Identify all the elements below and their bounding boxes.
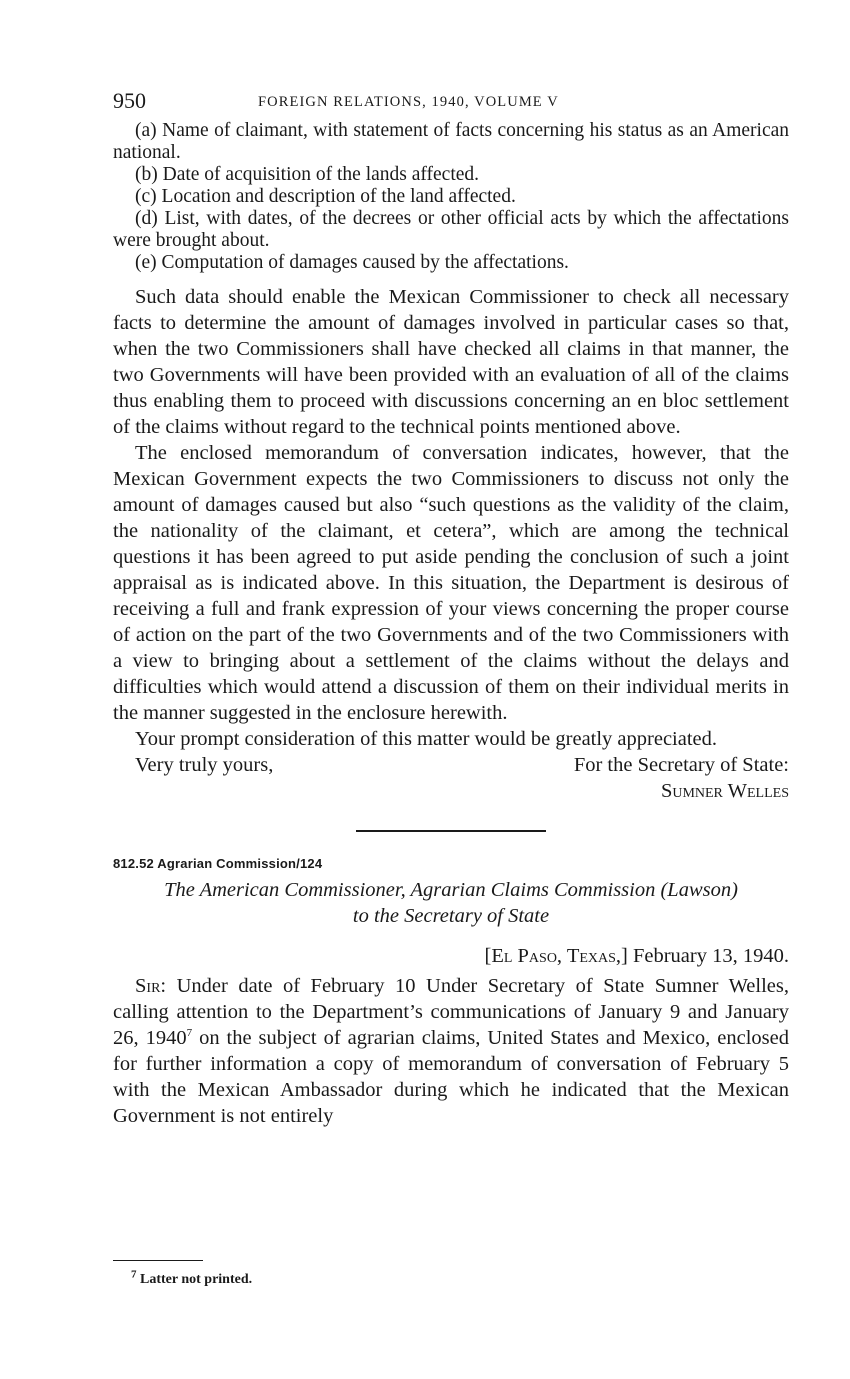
document-title: The American Commissioner, Agrarian Claims Commission (Lawson) to the Secretary of State — [164, 878, 738, 927]
running-title: FOREIGN RELATIONS, 1940, VOLUME V — [258, 94, 559, 110]
footnote — [131, 1268, 253, 1288]
footnote-mark: 7 — [131, 1268, 137, 1281]
paragraph: Sir: Under date of February 10 Under Secretary of State Sumner Welles, calling attention to the Department’s communications of January 9 and January 26, 1940$^7$ on the subject of agrarian claims, United States and Mexico, enclosed for further information a copy of memorandum of conversation of February 5 with the Mexican Ambassador during which he indicated that the Mexican Government is not entirely — [113, 974, 789, 1127]
requirements-list — [113, 120, 789, 274]
complimentary-close: Very truly yours, — [135, 754, 274, 776]
footnote-reference: 7 — [186, 1026, 193, 1039]
paragraph: The enclosed memorandum of conversation indicates, however, that the Mexican Government expects the two Commissioners to discuss not only the amount of damages caused but also “such questions as the validity of the claim, the nationality of the claimant, et cetera”, which are among the technical questions it has been agreed to put aside pending the conclusion of such a joint appraisal as is indicated above. In this situation, the Department is desirous of receiving a full and frank expression of your views concerning the proper course of action on the part of the two Governments and of the two Commissioners with a view to bringing about a settlement of the claims without the delays and difficulties which would attend a discussion of them on their individual merits in the manner suggested in the enclosure herewith. — [113, 442, 789, 724]
dateline-place: [El Paso, Texas,] — [484, 944, 628, 967]
signature-block — [574, 752, 789, 804]
list-item: (c) Location and description of the land affected. — [135, 186, 516, 207]
paragraph: Such data should enable the Mexican Commissioner to check all necessary facts to determine the amount of damages involved in particular cases so that, when the two Commissioners shall have checked all claims in that manner, the two Governments will have been provided with an evaluation of all of the claims thus enabling them to proceed with discussions concerning an en bloc settlement of the claims without regard to the technical points mentioned above. — [113, 286, 789, 438]
document-page — [113, 86, 789, 1129]
for-secretary-line: For the Secretary of State: — [573, 754, 789, 776]
letter-closing — [113, 752, 789, 804]
letter-body — [113, 284, 789, 752]
list-item: (d) List, with dates, of the decrees or other official acts by which the affectations were brought about. — [113, 208, 789, 251]
footnote-rule — [113, 1260, 203, 1261]
list-item: (b) Date of acquisition of the lands affected. — [135, 164, 480, 185]
page-number: 950 — [113, 88, 146, 113]
section-divider — [356, 830, 546, 832]
file-number: 812.52 Agrarian Commission/124 — [113, 855, 323, 871]
second-letter-body — [113, 973, 789, 1129]
dateline-date: February 13, 1940. — [632, 944, 789, 967]
signature-name: Sumner Welles — [660, 780, 789, 802]
dateline — [113, 943, 789, 969]
page-header — [113, 86, 789, 120]
footnote-text: Latter not printed. — [140, 1272, 253, 1287]
list-item: (e) Computation of damages caused by the affectations. — [135, 252, 569, 273]
list-item: (a) Name of claimant, with statement of facts concerning his status as an American national. — [113, 120, 789, 163]
salutation: Sir: — [135, 974, 167, 997]
paragraph: Your prompt consideration of this matter would be greatly appreciated. — [135, 728, 718, 750]
